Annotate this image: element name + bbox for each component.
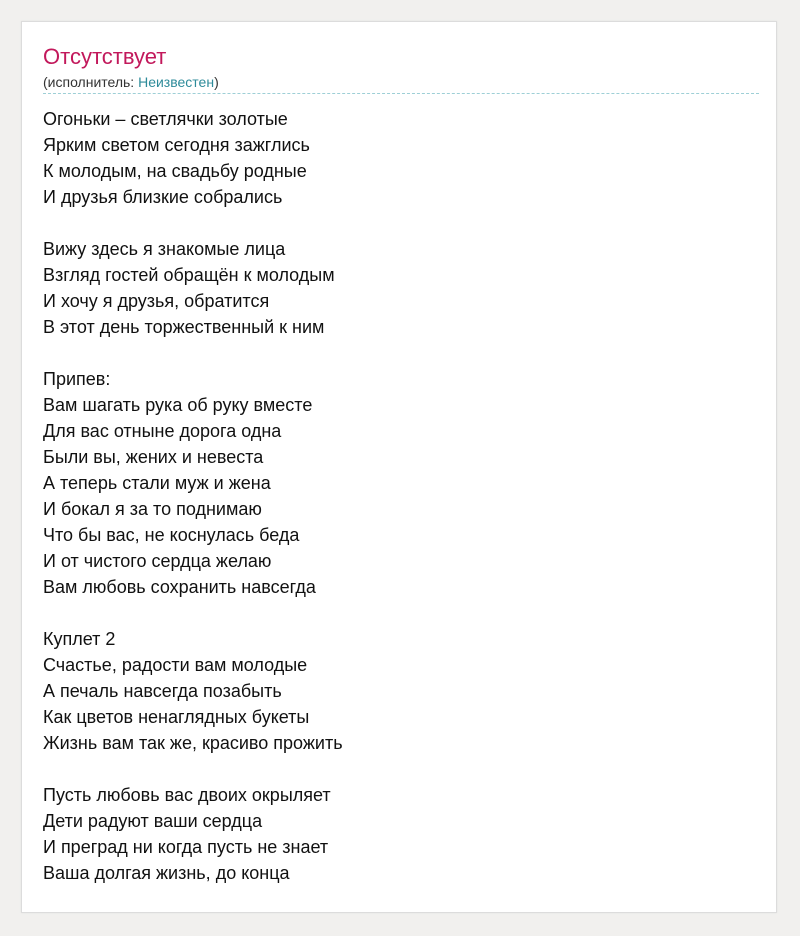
- performer-line: [43, 74, 219, 91]
- lyric-line: И преград ни когда пусть не знает: [43, 837, 329, 857]
- lyrics-text: [43, 106, 759, 886]
- lyric-line: Что бы вас, не коснулась беда: [43, 525, 300, 545]
- lyric-line: Куплет 2: [43, 629, 116, 649]
- performer-suffix: ): [214, 74, 219, 90]
- lyric-line: Припев:: [43, 369, 111, 389]
- title-divider: [43, 93, 759, 94]
- lyric-line: Взгляд гостей обращён к молодым: [43, 265, 335, 285]
- stanza-break: [43, 756, 759, 782]
- lyric-line: К молодым, на свадьбу родные: [43, 161, 307, 181]
- lyric-line: А теперь стали муж и жена: [43, 473, 271, 493]
- performer-prefix: (исполнитель:: [43, 74, 139, 90]
- song-title: Отсутствует: [43, 44, 167, 69]
- lyric-line: Пусть любовь вас двоих окрыляет: [43, 785, 331, 805]
- lyric-line: Огоньки – светлячки золотые: [43, 109, 288, 129]
- lyric-line: Для вас отныне дорога одна: [43, 421, 282, 441]
- lyric-line: Вам шагать рука об руку вместе: [43, 395, 313, 415]
- artist-link[interactable]: Неизвестен: [138, 74, 215, 90]
- lyric-line: В этот день торжественный к ним: [43, 317, 325, 337]
- lyric-line: Вам любовь сохранить навсегда: [43, 577, 316, 597]
- lyric-line: Вижу здесь я знакомые лица: [43, 239, 286, 259]
- lyrics-card: [21, 21, 777, 913]
- stanza-break: [43, 600, 759, 626]
- stanza-break: [43, 340, 759, 366]
- lyric-line: Были вы, жених и невеста: [43, 447, 264, 467]
- lyric-line: И друзья близкие собрались: [43, 187, 283, 207]
- lyric-line: И хочу я друзья, обратится: [43, 291, 270, 311]
- lyric-line: И от чистого сердца желаю: [43, 551, 272, 571]
- lyric-line: Как цветов ненаглядных букеты: [43, 707, 310, 727]
- lyric-line: Счастье, радости вам молодые: [43, 655, 308, 675]
- stanza-break: [43, 210, 759, 236]
- lyric-line: А печаль навсегда позабыть: [43, 681, 282, 701]
- lyric-line: Жизнь вам так же, красиво прожить: [43, 733, 343, 753]
- lyric-line: Ярким светом сегодня зажглись: [43, 135, 310, 155]
- lyric-line: Дети радуют ваши сердца: [43, 811, 263, 831]
- lyric-line: И бокал я за то поднимаю: [43, 499, 262, 519]
- lyric-line: Ваша долгая жизнь, до конца: [43, 863, 290, 883]
